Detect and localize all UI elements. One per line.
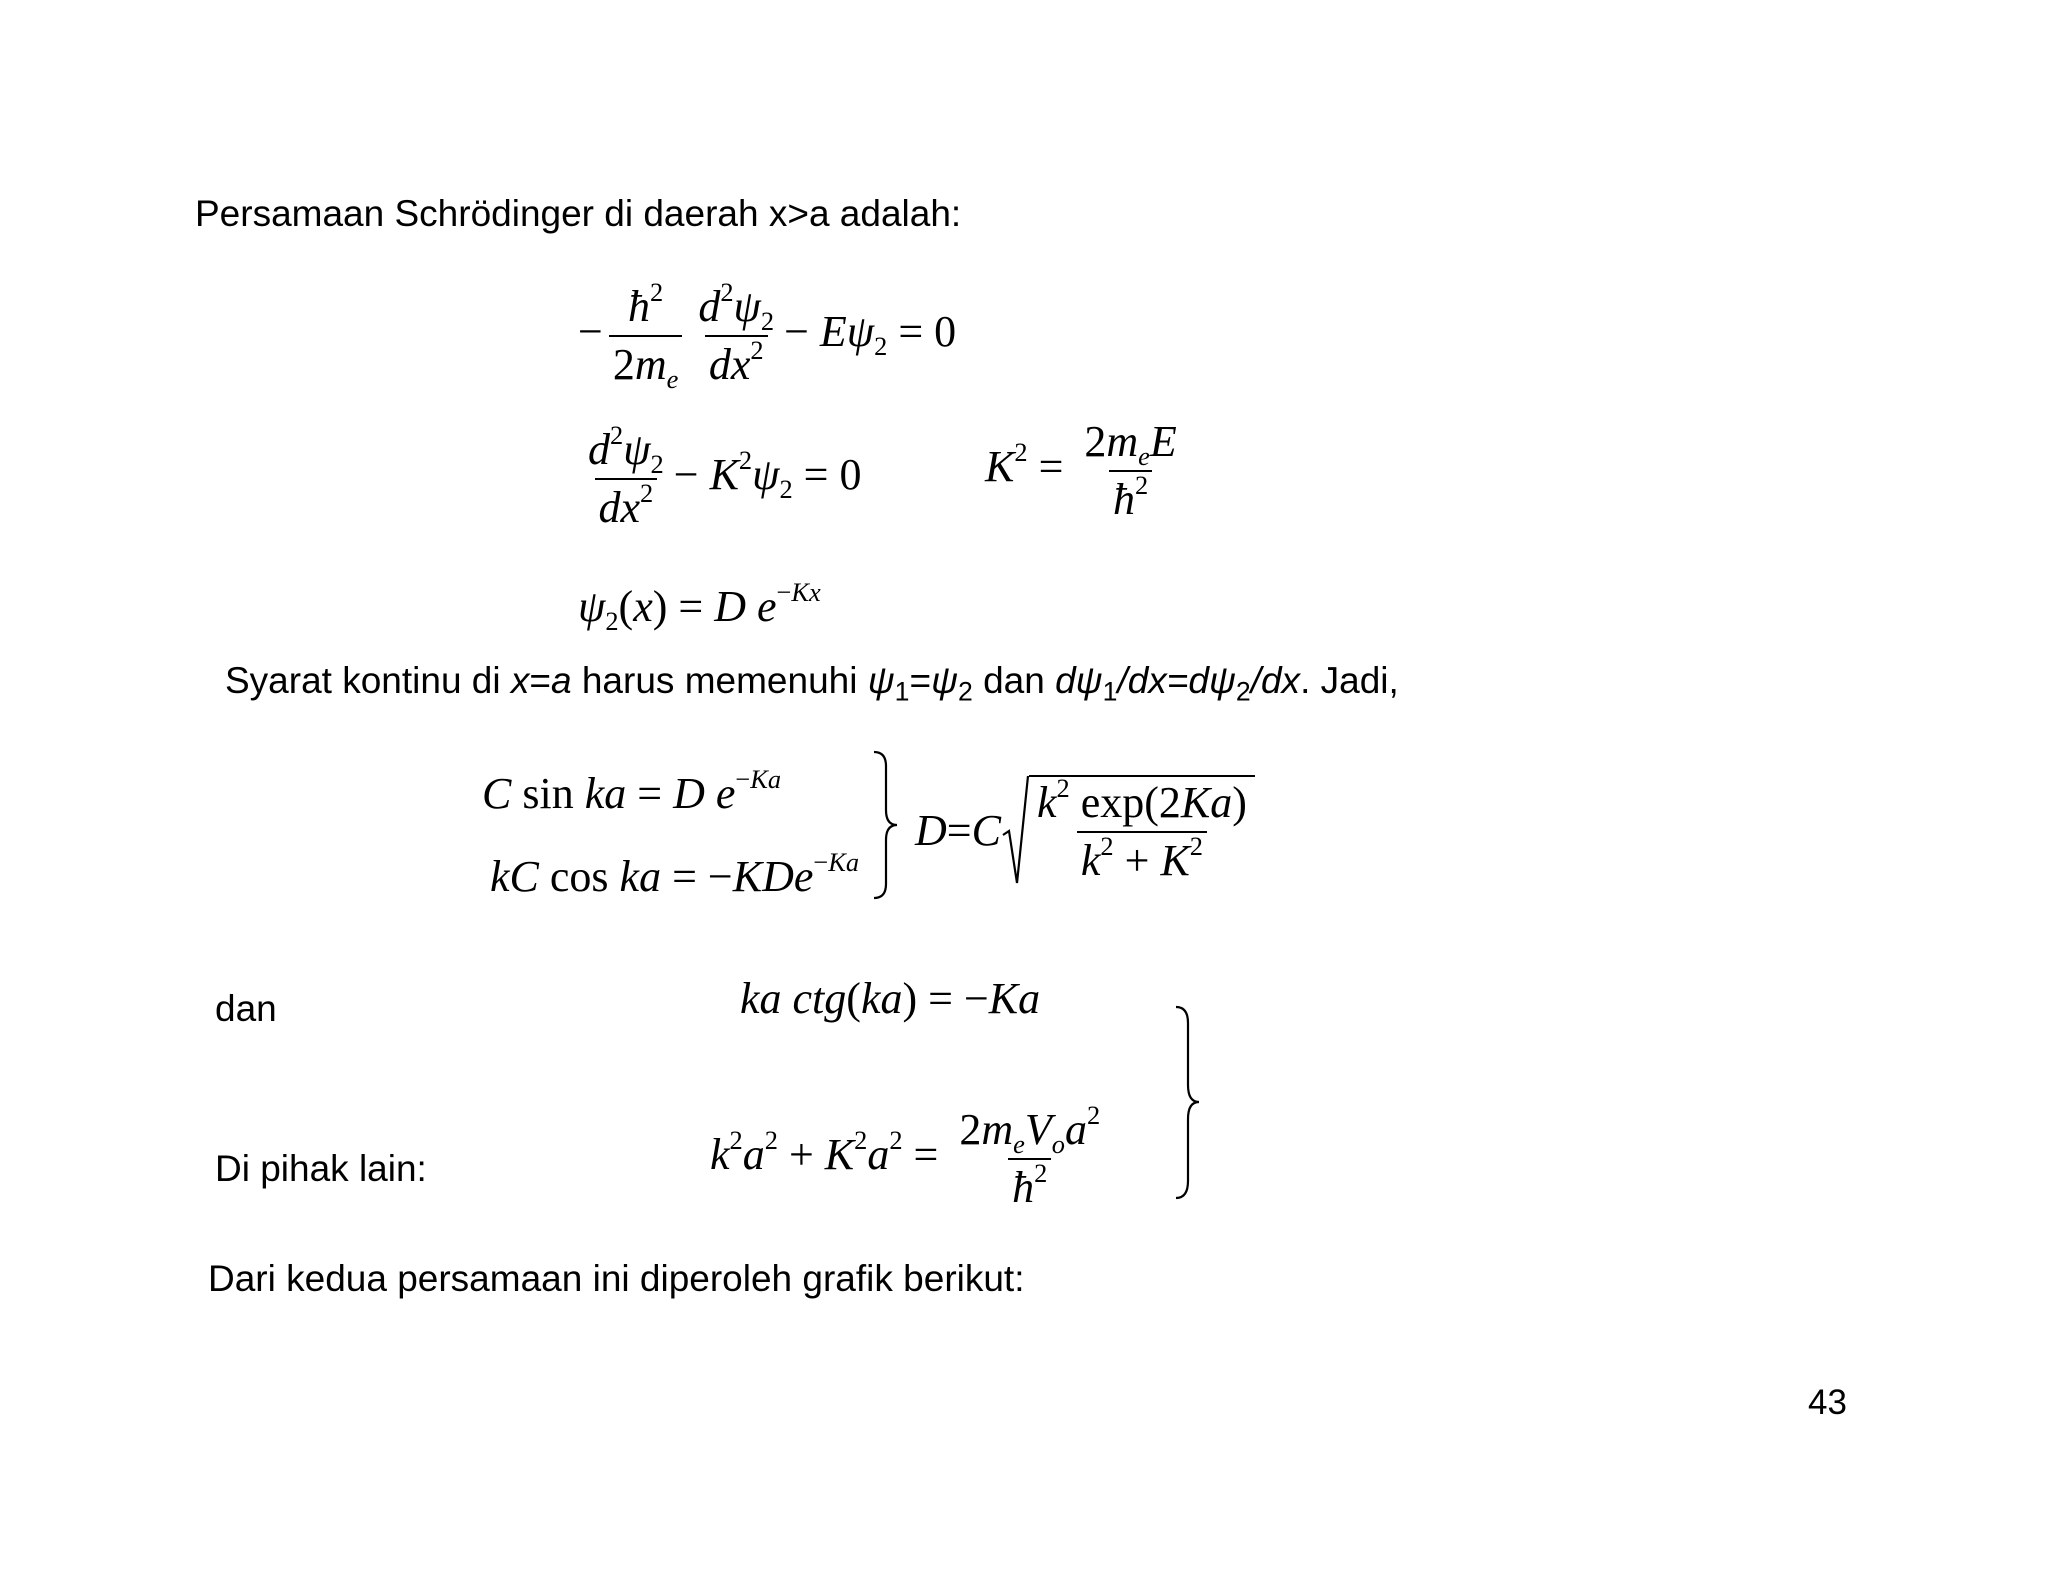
page-number: 43 — [1808, 1383, 1847, 1422]
circle-equation: $k^2a^2 + K^2a^2$ = $\frac{2m_eV_oa^2}{ħ^2}$ — [710, 1100, 1101, 1212]
continuity-text: Syarat kontinu di x=a harus memenuhi $\psi_1=\psi_2$ dan $d\psi_1/dx=d\psi_2/dx$. Jadi, — [225, 660, 1399, 707]
schrodinger-equation-region2: − $\frac{ħ^2}{2m_e}$ $\frac{d^2\psi_2}{dx^2}$ − $E\psi_2 = 0$ — [578, 277, 957, 395]
dan-label: dan — [215, 988, 277, 1029]
wavefunction-region2: $\psi_2(x) = D$ $e^{-Kx}$ — [578, 577, 821, 637]
d-coefficient-equation: D=C $\frac{k^2 \exp(2Ka)}{k^2 + K^2}$ — [915, 775, 1255, 887]
reduced-equation: $\frac{d^2\psi_2}{dx^2}$ − $K^2\psi_2 = 0$ — [588, 420, 862, 532]
boundary-eq-cos: kC cos ka = −KDe$^{-Ka}$ — [490, 847, 860, 901]
boundary-eq-sin: C sin ka = D $e^{-Ka}$ — [482, 764, 782, 818]
heading-text: Persamaan Schrödinger di daerah x>a adalah: — [195, 193, 962, 234]
right-brace-boundary — [870, 750, 900, 900]
other-side-label: Di pihak lain: — [215, 1148, 427, 1189]
conclusion-text: Dari kedua persamaan ini diperoleh grafik berikut: — [208, 1258, 1025, 1299]
k-squared-definition: $K^2$ = $\frac{2m_eE}{ħ^2}$ — [985, 417, 1177, 524]
right-brace-system — [1172, 1005, 1202, 1200]
transcendental-equation: ka ctg(ka) = −Ka — [740, 974, 1041, 1023]
